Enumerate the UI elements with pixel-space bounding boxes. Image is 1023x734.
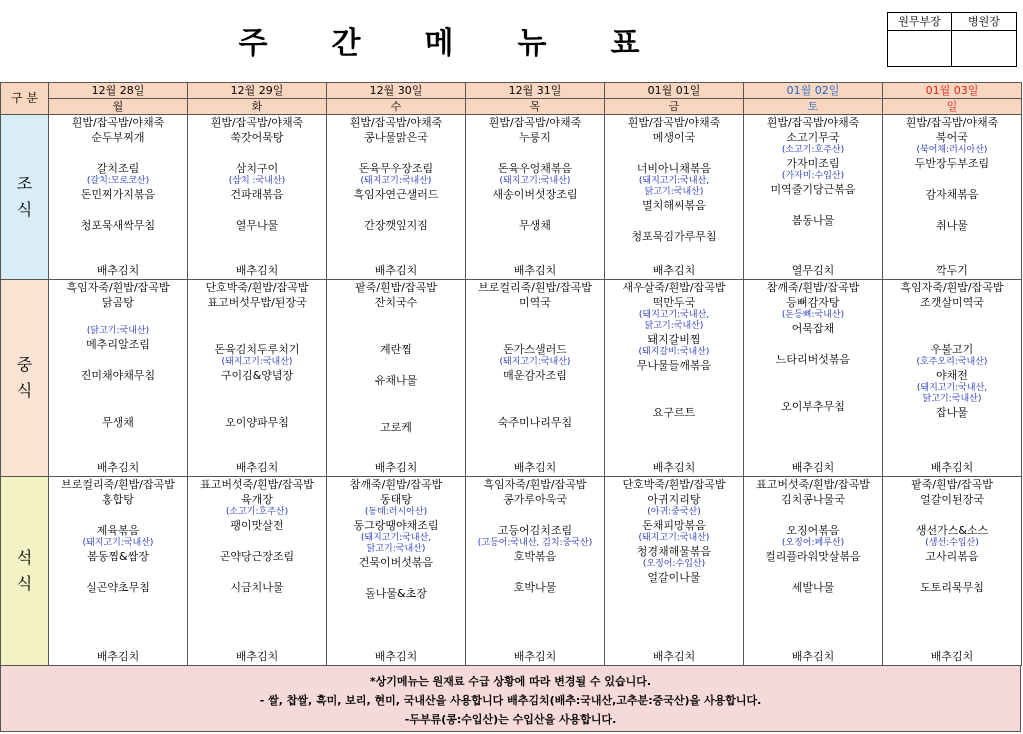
- spacer: [466, 383, 604, 399]
- origin-note: (닭고기:국내산): [86, 326, 150, 336]
- day-date-header: 12월 31일: [466, 83, 605, 99]
- spacer: [188, 564, 326, 580]
- menu-item: 흑임자죽/흰밥/잡곡밥: [900, 281, 1004, 294]
- menu-item: 얼갈이된장국: [920, 493, 984, 506]
- menu-item: 콩나물맑은국: [364, 131, 428, 144]
- menu-item: 돈민찌가지볶음: [80, 188, 156, 201]
- meal-label-dinner: 석 식: [1, 477, 49, 666]
- menu-item-kimchi: 배추김치: [930, 461, 974, 474]
- day-of-week-header: 토: [744, 99, 883, 115]
- menu-item-kimchi: 배추김치: [235, 650, 279, 663]
- notes: [0, 665, 1021, 732]
- menu-item-kimchi: 깍두기: [936, 264, 968, 277]
- menu-item: 청포묵새싹무침: [80, 219, 156, 232]
- spacer: [49, 310, 187, 326]
- menu-item-kimchi: 배추김치: [513, 650, 557, 663]
- menu-item: 흑임자연근샐러드: [353, 188, 439, 201]
- menu-item: 오이부추무침: [781, 400, 845, 413]
- menu-item: 동그랑땡야채조림: [353, 519, 439, 532]
- origin-note: (돼지고기:국내산): [499, 176, 571, 186]
- origin-note: (돼지고기:국내산): [360, 176, 432, 186]
- spacer: [744, 367, 882, 383]
- menu-item: 돼지갈비찜: [647, 333, 701, 346]
- menu-item: 참깨죽/흰밥/잡곡밥: [349, 478, 443, 491]
- menu-item: 갈치조림: [96, 162, 140, 175]
- menu-item: 오징어볶음: [786, 524, 840, 537]
- menu-item-kimchi: 배추김치: [513, 461, 557, 474]
- menu-item: 열무나물: [235, 219, 279, 232]
- menu-item: 요구르트: [652, 406, 696, 419]
- menu-item: 홍합탕: [102, 493, 134, 506]
- origin-note: (호주오리:국내산): [916, 357, 988, 367]
- spacer: [188, 326, 326, 342]
- menu-item: 멸치해씨볶음: [642, 199, 706, 212]
- note-line: -두부류(콩:수입산)는 수입산을 사용합니다.: [404, 713, 617, 726]
- spacer: [744, 383, 882, 399]
- spacer: [883, 564, 1021, 580]
- origin-note: (북어채:러시아산): [916, 145, 988, 155]
- origin-note: (돼지고기:국내산, 닭고기:국내산): [638, 176, 710, 197]
- menu-cell: [883, 280, 1022, 477]
- menu-item: 소고기무국: [786, 131, 840, 144]
- origin-note: (소고기:호주산): [781, 145, 845, 155]
- day-date-header: 12월 29일: [188, 83, 327, 99]
- menu-item: 봄동나물: [791, 214, 835, 227]
- menu-item: 팥죽/흰밥/잡곡밥: [355, 281, 437, 294]
- menu-item: 구이김&양념장: [220, 369, 294, 382]
- menu-item: 세발나물: [791, 581, 835, 594]
- spacer: [49, 383, 187, 399]
- menu-item: 가자미조림: [786, 157, 840, 170]
- origin-note: (돼지갈비:국내산): [638, 347, 710, 357]
- menu-item: 청포묵김가루무침: [631, 230, 717, 243]
- menu-item-kimchi: 배추김치: [930, 650, 974, 663]
- meal-row-dinner: [1, 477, 1022, 666]
- menu-item: 생선가스&소스: [915, 524, 989, 537]
- menu-item-kimchi: 배추김치: [235, 461, 279, 474]
- origin-note: (아귀:중국산): [647, 507, 701, 517]
- spacer: [466, 202, 604, 218]
- menu-item: 흰밥/잡곡밥/야채죽: [905, 116, 999, 129]
- menu-item: 실곤약초무침: [86, 581, 150, 594]
- day-date-header: 01월 03일: [883, 83, 1022, 99]
- spacer: [605, 213, 743, 229]
- menu-item: 계란찜: [380, 343, 412, 356]
- menu-item: 표고버섯무밥/된장국: [207, 296, 307, 309]
- spacer: [605, 145, 743, 161]
- menu-item: 미역줄기당근볶음: [770, 183, 856, 196]
- day-of-week-header: 수: [327, 99, 466, 115]
- menu-item: 간장깻잎지짐: [364, 219, 428, 232]
- menu-item: 팥죽/흰밥/잡곡밥: [911, 478, 993, 491]
- menu-item: 육개장: [241, 493, 273, 506]
- spacer: [188, 310, 326, 326]
- menu-cell: [327, 280, 466, 477]
- menu-item: 돈육무우장조림: [358, 162, 434, 175]
- spacer: [49, 352, 187, 368]
- menu-item: 잡나물: [936, 406, 968, 419]
- menu-item: 감자채볶음: [925, 188, 979, 201]
- menu-item-kimchi: 열무김치: [791, 264, 835, 277]
- origin-note: (오징어:수입산): [642, 559, 706, 569]
- menu-item: 순두부찌개: [91, 131, 145, 144]
- menu-item: 새우살죽/흰밥/잡곡밥: [622, 281, 726, 294]
- menu-cell: [605, 280, 744, 477]
- menu-item-kimchi: 배추김치: [513, 264, 557, 277]
- approval-box: [887, 12, 1017, 67]
- origin-note: (돼지고기:국내산, 닭고기:국내산): [638, 310, 710, 331]
- approval-col2-label: 병원장: [952, 13, 1016, 31]
- menu-item: 봄동찜&쌈장: [87, 550, 149, 563]
- menu-item: 야채전: [936, 369, 968, 382]
- menu-item: 메생이국: [652, 131, 696, 144]
- menu-item: 고등어김치조림: [497, 524, 573, 537]
- menu-item: 김치콩나물국: [781, 493, 845, 506]
- menu-item: 새송이버섯장조림: [492, 188, 578, 201]
- menu-cell: [188, 115, 327, 280]
- menu-item: 취나물: [936, 219, 968, 232]
- note-line: *상기메뉴는 원재료 수급 상황에 따라 변경될 수 있습니다.: [369, 675, 652, 688]
- spacer: [188, 383, 326, 399]
- origin-note: (소고기:호주산): [225, 507, 289, 517]
- menu-item-kimchi: 배추김치: [652, 461, 696, 474]
- menu-item: 콩가루아욱국: [503, 493, 567, 506]
- gubun-header: 구 분: [1, 83, 49, 115]
- menu-item-kimchi: 배추김치: [374, 264, 418, 277]
- menu-item: 건파래볶음: [230, 188, 284, 201]
- day-date-header: 01월 01일: [605, 83, 744, 99]
- title-letter: 표: [610, 26, 642, 61]
- meal-row-breakfast: [1, 115, 1022, 280]
- menu-item: 돈육김치두루치기: [214, 343, 300, 356]
- origin-note: (돼지고기:국내산): [221, 357, 293, 367]
- menu-item: 건묵이버섯볶음: [358, 556, 434, 569]
- menu-item: 팽이맛살전: [230, 519, 284, 532]
- spacer: [883, 326, 1021, 342]
- menu-item: 어묵잡채: [791, 322, 835, 335]
- day-date-header: 01월 02일: [744, 83, 883, 99]
- menu-item: 흰밥/잡곡밥/야채죽: [627, 116, 721, 129]
- day-date-header: 12월 30일: [327, 83, 466, 99]
- menu-cell: [49, 115, 188, 280]
- origin-note: (고등어:국내산, 김치:중국산): [477, 538, 593, 548]
- spacer: [605, 373, 743, 389]
- menu-cell: [605, 477, 744, 666]
- menu-cell: [744, 477, 883, 666]
- menu-item: 너비아니채볶음: [636, 162, 712, 175]
- title-letter: 뉴: [517, 26, 549, 61]
- menu-item-kimchi: 배추김치: [96, 264, 140, 277]
- menu-item-kimchi: 배추김치: [96, 650, 140, 663]
- menu-item: 무생채: [519, 219, 551, 232]
- spacer: [744, 507, 882, 523]
- day-of-week-header: 일: [883, 99, 1022, 115]
- spacer: [327, 326, 465, 342]
- menu-item: 흰밥/잡곡밥/야채죽: [210, 116, 304, 129]
- menu-item: 삼치구이: [235, 162, 279, 175]
- menu-item: 제육볶음: [96, 524, 140, 537]
- menu-item: 오이양파무침: [225, 416, 289, 429]
- spacer: [327, 202, 465, 218]
- menu-item: 흰밥/잡곡밥/야채죽: [766, 116, 860, 129]
- menu-item: 브로컬리죽/흰밥/잡곡밥: [61, 478, 175, 491]
- day-of-week-header: 목: [466, 99, 605, 115]
- origin-note: (동태:러시아산): [364, 507, 428, 517]
- menu-item: 매운감자조림: [503, 369, 567, 382]
- menu-item: 닭곰탕: [102, 296, 134, 309]
- menu-item-kimchi: 배추김치: [791, 650, 835, 663]
- menu-item: 참깨죽/흰밥/잡곡밥: [766, 281, 860, 294]
- menu-item: 얼갈이나물: [647, 571, 701, 584]
- origin-note: (돈등뼈:국내산): [781, 310, 845, 320]
- origin-note: (가자미:수입산): [781, 171, 845, 181]
- origin-note: (돼지고기:국내산, 닭고기:국내산): [360, 533, 432, 554]
- day-of-week-header: 금: [605, 99, 744, 115]
- spacer: [327, 388, 465, 404]
- menu-item: 쑥갓어묵탕: [230, 131, 284, 144]
- menu-item: 흰밥/잡곡밥/야채죽: [349, 116, 443, 129]
- menu-item-kimchi: 배추김치: [235, 264, 279, 277]
- menu-cell: [466, 115, 605, 280]
- menu-item: 아귀지리탕: [647, 493, 701, 506]
- spacer: [883, 171, 1021, 187]
- menu-item-kimchi: 배추김치: [652, 650, 696, 663]
- spacer: [188, 145, 326, 161]
- menu-item: 흑임자죽/흰밥/잡곡밥: [66, 281, 170, 294]
- menu-item: 메추리알조림: [86, 338, 150, 351]
- spacer: [883, 202, 1021, 218]
- menu-item: 무생채: [102, 416, 134, 429]
- menu-item-kimchi: 배추김치: [96, 461, 140, 474]
- spacer: [188, 202, 326, 218]
- menu-cell: [188, 280, 327, 477]
- origin-note: (삼치 :국내산): [228, 176, 286, 186]
- menu-item: 흰밥/잡곡밥/야채죽: [488, 116, 582, 129]
- menu-item: 고로케: [380, 421, 412, 434]
- menu-item: 돌나물&초장: [365, 587, 427, 600]
- title-letter: 간: [331, 26, 363, 61]
- origin-note: (돼지고기:국내산): [82, 538, 154, 548]
- meal-label-breakfast: 조 식: [1, 115, 49, 280]
- menu-item: 동태탕: [380, 493, 412, 506]
- menu-cell: [188, 477, 327, 666]
- menu-item: 숙주미나리무침: [497, 416, 573, 429]
- spacer: [744, 564, 882, 580]
- origin-note: (돼지고기:국내산, 닭고기:국내산): [916, 383, 988, 404]
- origin-note: (생선:수입산): [925, 538, 979, 548]
- spacer: [466, 326, 604, 342]
- spacer: [327, 357, 465, 373]
- day-of-week-header: 화: [188, 99, 327, 115]
- menu-cell: [744, 115, 883, 280]
- menu-item: 누룽지: [519, 131, 551, 144]
- menu-cell: [327, 477, 466, 666]
- day-of-week-header: 월: [49, 99, 188, 115]
- menu-cell: [466, 280, 605, 477]
- menu-item: 무나물들깨볶음: [636, 359, 712, 372]
- spacer: [327, 145, 465, 161]
- menu-item-kimchi: 배추김치: [374, 650, 418, 663]
- spacer: [466, 310, 604, 326]
- day-date-header: 12월 28일: [49, 83, 188, 99]
- menu-item: 곤약당근장조림: [219, 550, 295, 563]
- spacer: [744, 197, 882, 213]
- menu-item: 호박볶음: [513, 550, 557, 563]
- spacer: [883, 507, 1021, 523]
- origin-note: (오징어:페루산): [781, 538, 845, 548]
- title-letter: 주: [238, 26, 270, 61]
- menu-cell: [466, 477, 605, 666]
- menu-item: 북어국: [936, 131, 968, 144]
- spacer: [466, 507, 604, 523]
- menu-cell: [883, 477, 1022, 666]
- menu-item: 떡만두국: [652, 296, 696, 309]
- menu-item-kimchi: 배추김치: [652, 264, 696, 277]
- menu-item: 잔치국수: [374, 296, 418, 309]
- menu-item: 미역국: [519, 296, 551, 309]
- meal-label-lunch: 중 식: [1, 280, 49, 477]
- menu-cell: [744, 280, 883, 477]
- origin-note: (갈치:모로코산): [86, 176, 150, 186]
- spacer: [49, 145, 187, 161]
- weekly-menu-table: [0, 82, 1022, 666]
- spacer: [883, 310, 1021, 326]
- spacer: [466, 145, 604, 161]
- menu-item: 조갯살미역국: [920, 296, 984, 309]
- menu-item: 느타리버섯볶음: [775, 353, 851, 366]
- menu-item: 흰밥/잡곡밥/야채죽: [71, 116, 165, 129]
- menu-cell: [49, 280, 188, 477]
- menu-item: 표고버섯죽/흰밥/잡곡밥: [200, 478, 314, 491]
- spacer: [605, 389, 743, 405]
- menu-item: 도토리묵무침: [920, 581, 984, 594]
- menu-item: 돈육우엉채볶음: [497, 162, 573, 175]
- menu-item: 브로컬리죽/흰밥/잡곡밥: [478, 281, 592, 294]
- title-letter: 메: [424, 26, 456, 61]
- menu-cell: [49, 477, 188, 666]
- spacer: [49, 399, 187, 415]
- menu-item: 표고버섯죽/흰밥/잡곡밥: [756, 478, 870, 491]
- spacer: [188, 533, 326, 549]
- menu-item: 돈채피망볶음: [642, 519, 706, 532]
- note-line: - 쌀, 찹쌀, 흑미, 보리, 현미, 국내산을 사용합니다 배추김치(배추:국내산,고추분:중국산)을 사용합니다.: [259, 694, 762, 707]
- spacer: [744, 336, 882, 352]
- menu-item: 진미채야채무침: [80, 369, 156, 382]
- menu-item: 돈가스샐러드: [503, 343, 567, 356]
- spacer: [188, 399, 326, 415]
- spacer: [49, 564, 187, 580]
- menu-item: 두반장두부조림: [914, 157, 990, 170]
- menu-item: 시금치나물: [230, 581, 284, 594]
- menu-item: 컬리플라워맛살볶음: [765, 550, 861, 563]
- menu-cell: [883, 115, 1022, 280]
- menu-item-kimchi: 배추김치: [374, 461, 418, 474]
- menu-item: 흑임자죽/흰밥/잡곡밥: [483, 478, 587, 491]
- approval-col2-sign: [952, 31, 1016, 66]
- meal-row-lunch: [1, 280, 1022, 477]
- menu-item: 단호박죽/흰밥/잡곡밥: [205, 281, 309, 294]
- page-title: [0, 0, 880, 80]
- menu-item: 고사리볶음: [925, 550, 979, 563]
- spacer: [466, 399, 604, 415]
- spacer: [327, 404, 465, 420]
- menu-item-kimchi: 배추김치: [791, 461, 835, 474]
- menu-item: 등뼈감자탕: [786, 296, 840, 309]
- menu-item: 청경채해물볶음: [636, 545, 712, 558]
- menu-item: 유채나물: [374, 374, 418, 387]
- spacer: [327, 310, 465, 326]
- spacer: [49, 202, 187, 218]
- spacer: [466, 564, 604, 580]
- menu-cell: [327, 115, 466, 280]
- spacer: [327, 570, 465, 586]
- approval-col1-label: 원무부장: [888, 13, 952, 31]
- origin-note: (돼지고기:국내산): [499, 357, 571, 367]
- menu-cell: [605, 115, 744, 280]
- approval-col1-sign: [888, 31, 952, 66]
- spacer: [49, 507, 187, 523]
- menu-item: 단호박죽/흰밥/잡곡밥: [622, 478, 726, 491]
- menu-item: 호박나물: [513, 581, 557, 594]
- menu-item: 우불고기: [930, 343, 974, 356]
- origin-note: (돼지고기:국내산): [638, 533, 710, 543]
